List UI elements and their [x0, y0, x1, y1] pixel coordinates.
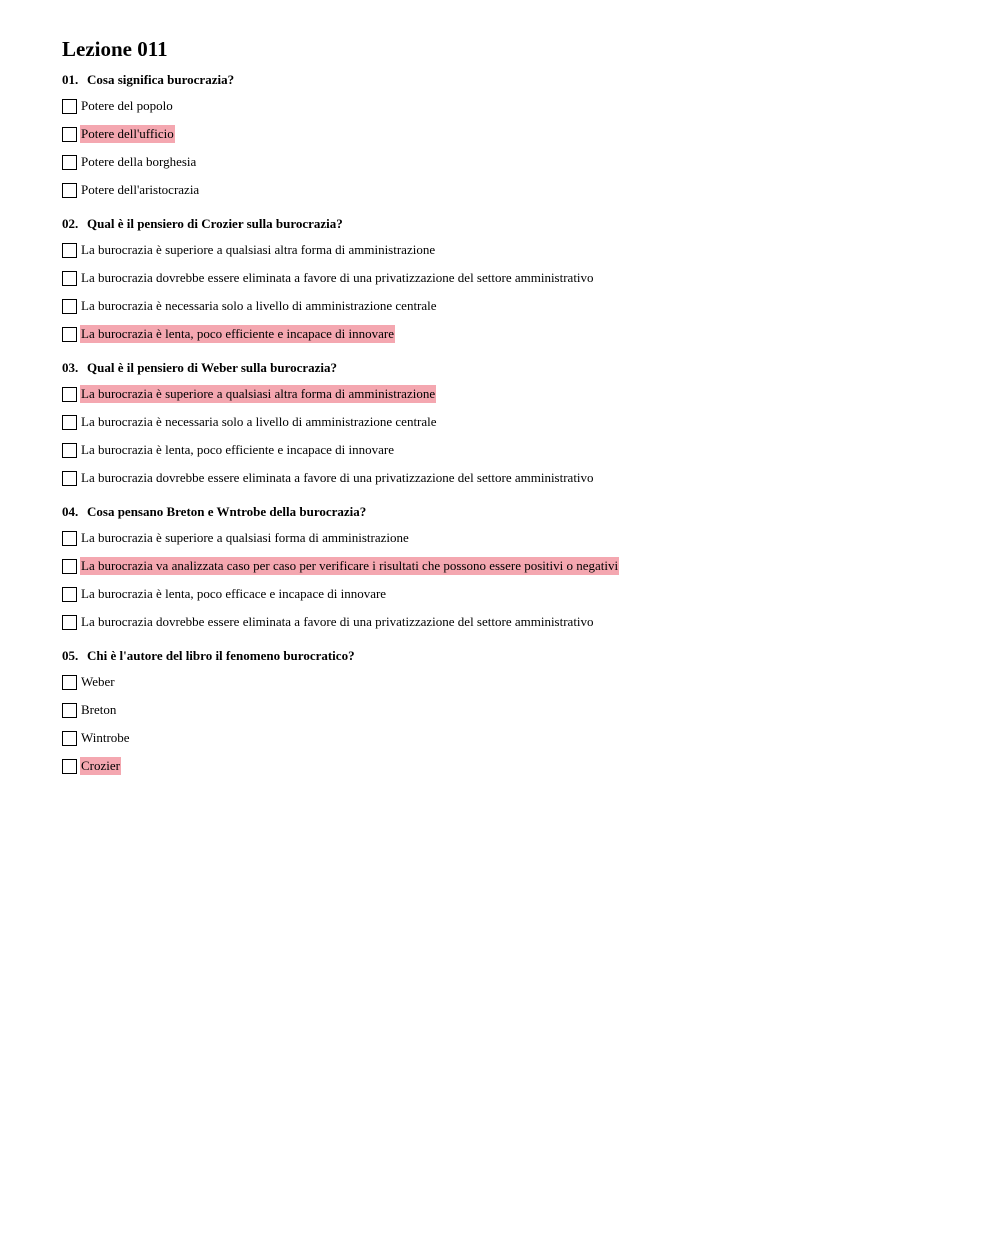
- answer-text: La burocrazia è necessaria solo a livello di amministrazione centrale: [81, 414, 437, 429]
- answer-text: Weber: [81, 674, 115, 689]
- question-04: [62, 504, 962, 636]
- answer-option[interactable]: [62, 264, 962, 292]
- question-heading: [62, 648, 962, 664]
- checkbox[interactable]: [62, 531, 77, 546]
- question-number: 01.: [62, 72, 79, 87]
- question-number: 04.: [62, 504, 79, 519]
- checkbox[interactable]: [62, 327, 77, 342]
- answer-option[interactable]: [62, 524, 962, 552]
- question-01: [62, 72, 962, 204]
- answer-list: [62, 380, 962, 492]
- answer-option[interactable]: [62, 580, 962, 608]
- answer-text: Potere del popolo: [81, 98, 173, 113]
- checkbox[interactable]: [62, 443, 77, 458]
- answer-text: La burocrazia è lenta, poco efficace e incapace di innovare: [81, 586, 387, 601]
- answer-option[interactable]: [62, 292, 962, 320]
- answer-option[interactable]: [62, 436, 962, 464]
- answer-text: Crozier: [81, 758, 120, 773]
- checkbox[interactable]: [62, 99, 77, 114]
- answer-list: [62, 524, 962, 636]
- answer-text: Breton: [81, 702, 117, 717]
- answer-option[interactable]: [62, 408, 962, 436]
- question-text: Cosa pensano Breton e Wntrobe della burocrazia?: [87, 504, 367, 519]
- answer-list: [62, 92, 962, 204]
- answer-option-highlighted[interactable]: [62, 752, 962, 780]
- checkbox[interactable]: [62, 271, 77, 286]
- answer-text: La burocrazia dovrebbe essere eliminata a favore di una privatizzazione del settore amministrativo: [81, 270, 594, 285]
- answer-option[interactable]: [62, 236, 962, 264]
- question-text: Chi è l'autore del libro il fenomeno burocratico?: [87, 648, 355, 663]
- answer-option-highlighted[interactable]: [62, 380, 962, 408]
- answer-text: La burocrazia è superiore a qualsiasi forma di amministrazione: [81, 530, 409, 545]
- answer-option-highlighted[interactable]: [62, 120, 962, 148]
- document-page: [62, 36, 962, 780]
- question-heading: [62, 72, 962, 88]
- checkbox[interactable]: [62, 415, 77, 430]
- question-05: [62, 648, 962, 780]
- answer-text: La burocrazia dovrebbe essere eliminata a favore di una privatizzazione del settore amministrativo: [81, 614, 594, 629]
- answer-text: La burocrazia è superiore a qualsiasi altra forma di amministrazione: [81, 386, 436, 401]
- question-heading: [62, 504, 962, 520]
- answer-option[interactable]: [62, 464, 962, 492]
- answer-list: [62, 236, 962, 348]
- checkbox[interactable]: [62, 731, 77, 746]
- checkbox[interactable]: [62, 243, 77, 258]
- question-text: Qual è il pensiero di Crozier sulla burocrazia?: [87, 216, 343, 231]
- answer-text: Potere dell'aristocrazia: [81, 182, 200, 197]
- question-number: 05.: [62, 648, 79, 663]
- question-heading: [62, 360, 962, 376]
- answer-option[interactable]: [62, 148, 962, 176]
- checkbox[interactable]: [62, 587, 77, 602]
- checkbox[interactable]: [62, 155, 77, 170]
- answer-option[interactable]: [62, 608, 962, 636]
- answer-text: La burocrazia è superiore a qualsiasi altra forma di amministrazione: [81, 242, 436, 257]
- answer-text: La burocrazia dovrebbe essere eliminata a favore di una privatizzazione del settore amministrativo: [81, 470, 594, 485]
- question-text: Qual è il pensiero di Weber sulla burocrazia?: [87, 360, 338, 375]
- checkbox[interactable]: [62, 703, 77, 718]
- answer-text: La burocrazia è lenta, poco efficiente e incapace di innovare: [81, 442, 395, 457]
- answer-text: La burocrazia è necessaria solo a livello di amministrazione centrale: [81, 298, 437, 313]
- answer-option[interactable]: [62, 92, 962, 120]
- answer-text: La burocrazia è lenta, poco efficiente e incapace di innovare: [81, 326, 395, 341]
- answer-text: Wintrobe: [81, 730, 130, 745]
- answer-option-highlighted[interactable]: [62, 552, 962, 580]
- checkbox[interactable]: [62, 559, 77, 574]
- lesson-title: Lezione 011: [62, 37, 168, 61]
- question-number: 03.: [62, 360, 79, 375]
- question-heading: [62, 216, 962, 232]
- answer-option[interactable]: [62, 668, 962, 696]
- checkbox[interactable]: [62, 183, 77, 198]
- question-02: [62, 216, 962, 348]
- checkbox[interactable]: [62, 299, 77, 314]
- answer-option[interactable]: [62, 176, 962, 204]
- answer-text: Potere dell'ufficio: [81, 126, 174, 141]
- question-text: Cosa significa burocrazia?: [87, 72, 235, 87]
- answer-option[interactable]: [62, 724, 962, 752]
- checkbox[interactable]: [62, 675, 77, 690]
- answer-list: [62, 668, 962, 780]
- checkbox[interactable]: [62, 387, 77, 402]
- answer-option-highlighted[interactable]: [62, 320, 962, 348]
- checkbox[interactable]: [62, 471, 77, 486]
- question-03: [62, 360, 962, 492]
- answer-text: La burocrazia va analizzata caso per caso per verificare i risultati che possono essere positivi o negativi: [81, 558, 619, 573]
- answer-text: Potere della borghesia: [81, 154, 197, 169]
- answer-option[interactable]: [62, 696, 962, 724]
- question-number: 02.: [62, 216, 79, 231]
- checkbox[interactable]: [62, 759, 77, 774]
- checkbox[interactable]: [62, 127, 77, 142]
- checkbox[interactable]: [62, 615, 77, 630]
